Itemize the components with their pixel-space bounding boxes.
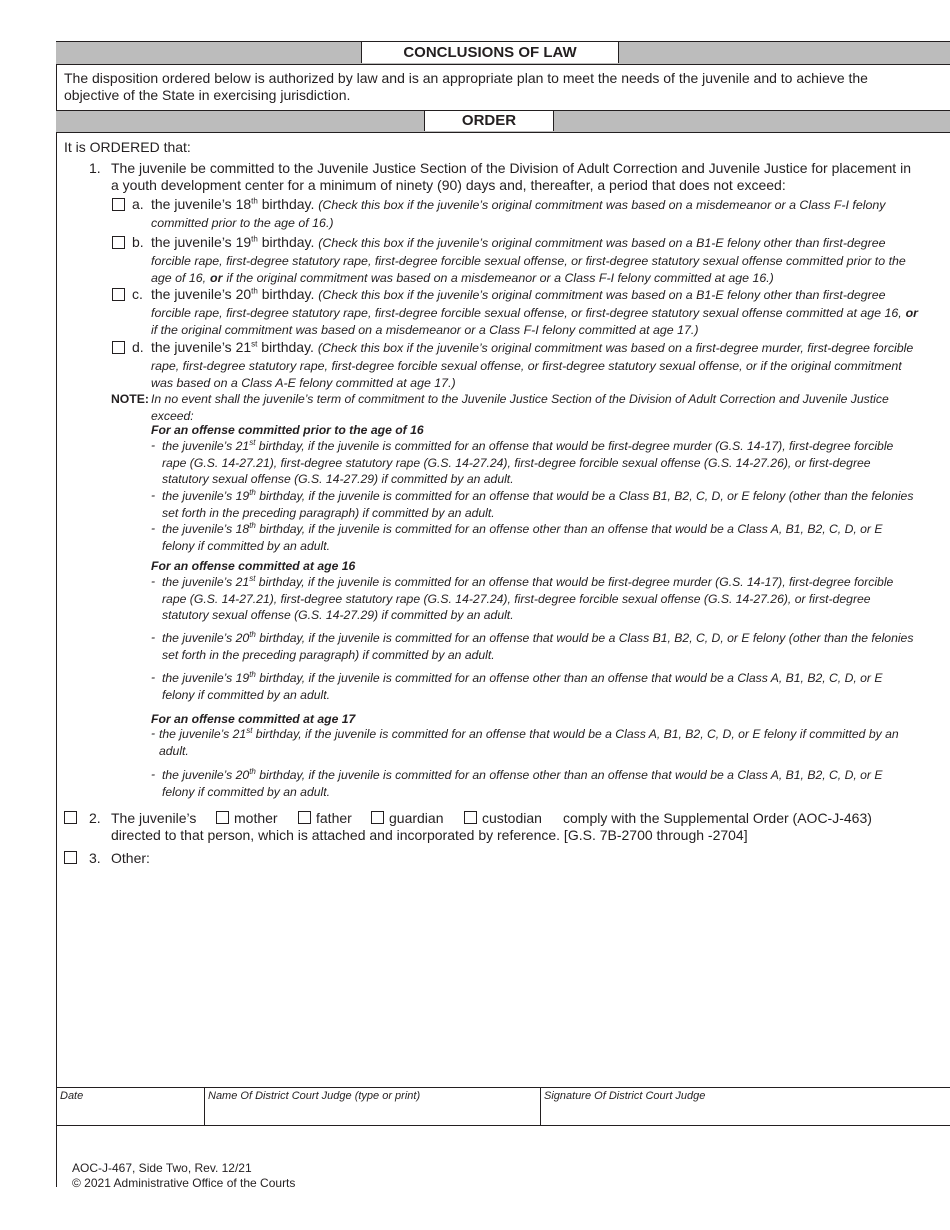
option-c-text — [151, 286, 921, 339]
g1-item-3-sup: th — [249, 520, 256, 530]
order-title: ORDER — [424, 111, 554, 131]
date-field[interactable] — [57, 1103, 203, 1124]
mother-checkbox[interactable] — [216, 811, 229, 824]
g2-item-3-sup: th — [249, 669, 256, 679]
option-b-note1: (Check this box if the juvenile’s original commitment was based on a B1-E felony other than first-degree forcible rape, first-degree statutory rape, first-degree forcible sexual offense, or first-degree statutory sexual offense committed prior to the age of 16, — [151, 236, 906, 285]
option-c-after: birthday. — [257, 286, 315, 302]
g1-dash-2: - — [151, 488, 156, 502]
item2-checkbox[interactable] — [64, 811, 77, 824]
option-d-note: (Check this box if the juvenile’s original commitment was based on a first-degree murder, first-degree forcible rape, first-degree statutory rape, first-degree forcible sexual offense, or first-degree statutory sexual offense, or if the original commitment was based on a Class A-E felony committed at age 17.) — [151, 341, 914, 390]
g2-item-1 — [162, 574, 917, 624]
order-intro: It is ORDERED that: — [64, 139, 191, 155]
g3-dash-2: - — [151, 767, 156, 781]
g2-dash-3: - — [151, 670, 156, 684]
signature-bottom-line — [56, 1125, 950, 1126]
custodian-checkbox[interactable] — [464, 811, 477, 824]
conclusions-text: The disposition ordered below is authorized by law and is an appropriate plan to meet the needs of the juvenile and to achieve the objective of the State in exercising jurisdiction. — [64, 70, 868, 103]
g1-item-1-post: birthday, if the juvenile is committed for an offense that would be first-degree murder (G.S. 14-17), first-degree forcible rape (G.S. 14-27.21), first-degree statutory rape (G.S. 14-27.24), first-degree forcible sexual offense (G.S. 14-27.26), or first-degree statutory sexual offense (G.S. 14-27.29) if committed by an adult. — [162, 439, 894, 486]
mother-label: mother — [234, 810, 278, 826]
option-a-checkbox[interactable] — [112, 198, 125, 211]
g1-item-2-sup: th — [249, 487, 256, 497]
option-b-checkbox[interactable] — [112, 236, 125, 249]
g3-item-1-post: birthday, if the juvenile is committed for an offense that would be a Class A, B1, B2, C, D, or E felony if committed by an adult. — [159, 727, 899, 758]
option-b-or: or — [210, 271, 223, 285]
option-c-note2: if the original commitment was based on a misdemeanor or a Class F-I felony committed at age 17.) — [151, 323, 699, 337]
option-c-or: or — [905, 305, 918, 320]
judge-signature-field[interactable] — [541, 1103, 949, 1124]
option-c-letter: c. — [132, 286, 143, 302]
date-label: Date — [60, 1090, 84, 1102]
g2-item-1-post: birthday, if the juvenile is committed for an offense that would be first-degree murder (G.S. 14-17), first-degree forcible rape (G.S. 14-27.21), first-degree statutory rape (G.S. 14-27.24), first-degree forcible sexual offense (G.S. 14-27.26), or first-degree statutory sexual offense (G.S. 14-27.29) if committed by an adult. — [162, 575, 894, 622]
g2-item-1-sup: st — [249, 573, 256, 583]
g2-dash-2: - — [151, 630, 156, 644]
item1-number: 1. — [89, 160, 101, 176]
conclusions-title: CONCLUSIONS OF LAW — [361, 42, 619, 63]
item2-line2: directed to that person, which is attached and incorporated by reference. [G.S. 7B-2700 through -2704] — [111, 827, 748, 843]
option-a-after: birthday. — [257, 196, 315, 212]
g1-item-2-post: birthday, if the juvenile is committed for an offense that would be a Class B1, B2, C, D, or E felony (other than the felonies set forth in the preceding paragraph) if committed by an adult. — [162, 489, 914, 520]
g3-item-2-pre: the juvenile’s 20 — [162, 768, 250, 782]
g2-item-2 — [162, 630, 917, 663]
g2-item-1-pre: the juvenile’s 21 — [162, 575, 250, 589]
g3-item-2 — [162, 767, 917, 800]
g1-item-1 — [162, 438, 917, 488]
judge-name-label: Name Of District Court Judge (type or print) — [208, 1090, 421, 1102]
g1-item-2 — [162, 488, 917, 521]
group3-heading: For an offense committed at age 17 — [151, 712, 356, 726]
g2-item-3 — [162, 670, 917, 703]
option-c-sup: th — [251, 286, 258, 296]
g3-item-1-sup: st — [246, 725, 253, 735]
option-c-note1: (Check this box if the juvenile’s original commitment was based on a B1-E felony other than first-degree forcible rape, first-degree statutory rape, first-degree forcible sexual offense, or first-degree statutory sexual offense committed at age 16, — [151, 288, 902, 320]
item3-label: Other: — [111, 850, 150, 866]
note-label: NOTE: — [111, 392, 149, 406]
signature-top-line — [56, 1087, 950, 1088]
g3-item-1 — [159, 726, 924, 759]
option-a-text — [151, 196, 921, 231]
g3-dash-1: - — [151, 726, 156, 740]
g2-item-2-sup: th — [249, 629, 256, 639]
option-d-sup: st — [251, 339, 258, 349]
option-a-letter: a. — [132, 196, 144, 212]
option-d-checkbox[interactable] — [112, 341, 125, 354]
option-d-text — [151, 339, 921, 392]
g1-item-3-post: birthday, if the juvenile is committed for an offense other than an offense that would be a Class A, B1, B2, C, D, or E felony if committed by an adult. — [162, 522, 883, 553]
option-d-after: birthday. — [257, 339, 314, 355]
note-text: In no event shall the juvenile’s term of commitment to the Juvenile Justice Section of the Division of Adult Correction and Juvenile Justice exceed: — [151, 392, 889, 423]
g1-item-1-sup: st — [249, 437, 256, 447]
option-b-sup: th — [251, 234, 258, 244]
item3-number: 3. — [89, 850, 101, 866]
custodian-label: custodian — [482, 810, 542, 826]
g2-item-2-post: birthday, if the juvenile is committed for an offense that would be a Class B1, B2, C, D, or E felony (other than the felonies set forth in the preceding paragraph) if committed by an adult. — [162, 631, 914, 662]
g1-item-2-pre: the juvenile’s 19 — [162, 489, 250, 503]
g2-dash-1: - — [151, 574, 156, 588]
option-c-checkbox[interactable] — [112, 288, 125, 301]
item3-checkbox[interactable] — [64, 851, 77, 864]
father-checkbox[interactable] — [298, 811, 311, 824]
option-b-after: birthday. — [257, 234, 315, 250]
option-a-lead: the juvenile’s 18 — [151, 196, 252, 212]
group2-heading: For an offense committed at age 16 — [151, 559, 356, 573]
judge-signature-label: Signature Of District Court Judge — [544, 1090, 706, 1102]
g3-item-2-sup: th — [249, 766, 256, 776]
option-d-letter: d. — [132, 339, 144, 355]
g1-dash-3: - — [151, 521, 156, 535]
father-label: father — [316, 810, 352, 826]
g3-item-1-pre: the juvenile’s 21 — [159, 727, 247, 741]
g2-item-2-pre: the juvenile’s 20 — [162, 631, 250, 645]
item1-text: The juvenile be committed to the Juvenile Justice Section of the Division of Adult Correction and Juvenile Justice for placement in a youth development center for a minimum of ninety (90) days and, thereafter, a period that does not exceed: — [111, 160, 911, 193]
option-a-sup: th — [251, 196, 258, 206]
g1-item-3-pre: the juvenile’s 18 — [162, 522, 250, 536]
copyright: © 2021 Administrative Office of the Courts — [72, 1176, 296, 1190]
other-text-area[interactable] — [150, 848, 920, 1073]
option-d-lead: the juvenile’s 21 — [151, 339, 252, 355]
g1-dash-1: - — [151, 438, 156, 452]
group1-heading: For an offense committed prior to the age of 16 — [151, 423, 424, 437]
g1-item-1-pre: the juvenile’s 21 — [162, 439, 250, 453]
g2-item-3-pre: the juvenile’s 19 — [162, 671, 250, 685]
guardian-label: guardian — [389, 810, 444, 826]
item2-tail: comply with the Supplemental Order (AOC-J-463) — [563, 810, 872, 826]
option-c-lead: the juvenile’s 20 — [151, 286, 252, 302]
g3-item-2-post: birthday, if the juvenile is committed for an offense other than an offense that would be a Class A, B1, B2, C, D, or E felony if committed by an adult. — [162, 768, 883, 799]
option-b-text — [151, 234, 921, 287]
judge-name-field[interactable] — [205, 1103, 539, 1124]
option-b-note2: if the original commitment was based on a misdemeanor or a Class F-I felony committed at age 16.) — [226, 271, 774, 285]
g1-item-3 — [162, 521, 917, 554]
item2-lead: The juvenile’s — [111, 810, 197, 826]
guardian-checkbox[interactable] — [371, 811, 384, 824]
item2-number: 2. — [89, 810, 101, 826]
option-b-letter: b. — [132, 234, 144, 250]
form-id: AOC-J-467, Side Two, Rev. 12/21 — [72, 1161, 252, 1175]
option-b-lead: the juvenile’s 19 — [151, 234, 252, 250]
g2-item-3-post: birthday, if the juvenile is committed for an offense other than an offense that would be a Class A, B1, B2, C, D, or E felony if committed by an adult. — [162, 671, 883, 702]
option-a-note: (Check this box if the juvenile’s original commitment was based on a misdemeanor or a Class F-I felony committed prior to the age of 16.) — [151, 198, 886, 230]
